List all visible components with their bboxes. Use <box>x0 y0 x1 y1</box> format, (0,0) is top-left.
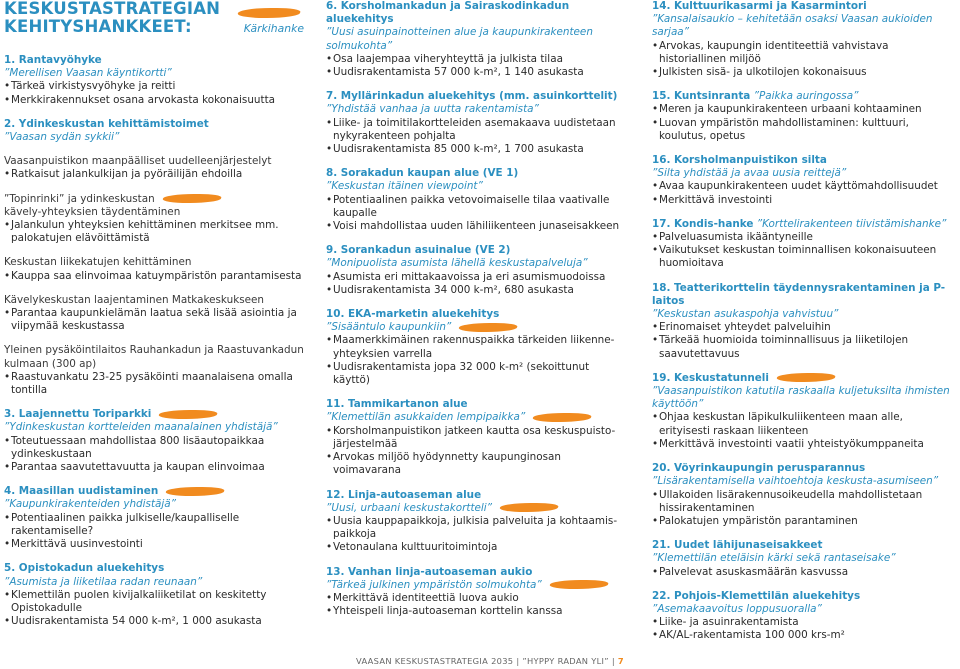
section-heading: 1. Rantavyöhyke <box>4 54 102 66</box>
section-heading: 6. Korsholmankadun ja Sairaskodinkadun aluekehitys <box>326 0 570 26</box>
list-item: • Vaikutukset keskustan toiminnallisen kokonaisuuteen huomioitava <box>652 244 952 270</box>
section-heading: 14. Kulttuurikasarmi ja Kasarmintori <box>652 0 867 12</box>
section-heading: 11. Tammikartanon alue <box>326 398 468 411</box>
column-middle <box>326 0 622 618</box>
list-item: • Julkisten sisä- ja ulkotilojen kokonaisuus <box>652 66 952 79</box>
section-7 <box>326 90 622 156</box>
section-2a <box>4 155 304 181</box>
section-heading: 2. Ydinkeskustan kehittämistoimet <box>4 117 209 130</box>
orange-brush-icon <box>775 373 836 382</box>
list-item: • Jalankulun yhteyksien kehittäminen merkitsee mm. palokatujen elävöittämistä <box>4 219 304 245</box>
list-item: • Palveluasumista ikääntyneille <box>652 231 952 244</box>
section-slogan: ”Klemettilän eteläisin kärki sekä rantaseisake” <box>652 552 896 565</box>
section-22 <box>652 590 952 643</box>
section-heading: 17. Kondis-hanke ”Korttelirakenteen tiivistämishanke” <box>652 217 947 230</box>
section-19 <box>652 372 952 451</box>
section-slogan: ”Vaasan sydän sykkii” <box>4 131 120 144</box>
section-20 <box>652 462 952 528</box>
orange-brush-icon <box>498 503 559 512</box>
section-2c <box>4 256 304 282</box>
section-15 <box>652 90 952 143</box>
list-item: • Uudisrakentamista 54 000 k-m², 1 000 asukasta <box>4 615 304 628</box>
section-5 <box>4 562 304 628</box>
section-2b <box>4 193 304 246</box>
orange-brush-icon <box>532 413 593 422</box>
section-slogan: ”Ydinkeskustan kortteleiden maanalainen yhdistäjä” <box>4 421 278 434</box>
page-footer <box>356 656 624 666</box>
section-heading: 9. Sorankadun asuinalue (VE 2) <box>326 244 511 257</box>
list-item: • Parantaa kaupunkielämän laatua sekä lisää asiointia ja viipymää keskustassa <box>4 307 304 333</box>
list-item: • Yhteispeli linja-autoaseman korttelin kanssa <box>326 605 622 618</box>
section-12 <box>326 489 622 555</box>
section-slogan: ”Kansalaisaukio – kehitetään osaksi Vaasan aukioiden sarjaa” <box>652 13 933 39</box>
list-item: • Parantaa saavutettavuutta ja kaupan elinvoimaa <box>4 461 304 474</box>
list-item: • Merkkirakennukset osana arvokasta kokonaisuutta <box>4 94 304 107</box>
page-title-line2: KEHITYSHANKKEET: <box>4 17 192 36</box>
list-item: • Tärkeää huomioida toiminnallisuus ja liiketilojen saavutettavuus <box>652 334 952 360</box>
section-heading: 10. EKA-marketin aluekehitys <box>326 308 500 321</box>
list-item: • Tärkeä virkistysvyöhyke ja reitti <box>4 80 304 93</box>
list-item: • Luovan ympäristön mahdollistaminen: kulttuuri, koulutus, opetus <box>652 117 952 143</box>
section-heading: 19. Keskustatunneli <box>652 372 952 385</box>
section-heading: 12. Linja-autoaseman alue <box>326 488 482 501</box>
subsection-heading: Kävelykeskustan laajentaminen Matkakeskukseen <box>4 293 265 306</box>
orange-brush-icon <box>158 410 219 419</box>
section-slogan: ”Tärkeä julkinen ympäristön solmukohta” <box>326 579 622 592</box>
section-18 <box>652 282 952 361</box>
section-10 <box>326 308 622 387</box>
list-item: • Asumista eri mittakaavoissa ja eri asumismuodoissa <box>326 271 622 284</box>
list-item: • Ullakoiden lisärakennusoikeudella mahdollistetaan hissirakentaminen <box>652 489 952 515</box>
list-item: • Merkittävä uusinvestointi <box>4 538 304 551</box>
section-4 <box>4 485 304 551</box>
section-slogan: ”Vaasanpuistikon katutila raskaalla kuljetuksilta ihmisten käyttöön” <box>652 385 950 411</box>
list-item: • Palokatujen ympäristön parantaminen <box>652 515 952 528</box>
section-slogan: ”Sisääntulo kaupunkiin” <box>326 321 622 334</box>
list-item: • Kauppa saa elinvoimaa katuympäristön parantamisesta <box>4 270 304 283</box>
section-heading: 18. Teatterikorttelin täydennysrakentaminen ja P-laitos <box>652 281 946 307</box>
orange-brush-icon <box>458 323 519 332</box>
list-item: • Potentiaalinen paikka julkiselle/kaupalliselle rakentamiselle? <box>4 512 304 538</box>
section-heading: 15. Kuntsinranta ”Paikka auringossa” <box>652 90 859 103</box>
list-item: • Ratkaisut jalankulkijan ja pyöräilijän ehdoilla <box>4 168 304 181</box>
section-slogan: ”Yhdistää vanhaa ja uutta rakentamista” <box>326 103 539 116</box>
section-slogan: ”Asemakaavoitus loppusuoralla” <box>652 602 822 615</box>
list-item: • Toteutuessaan mahdollistaa 800 lisäautopaikkaa ydinkeskustaan <box>4 435 304 461</box>
list-item: • Merkittävä investointi <box>652 194 952 207</box>
section-17 <box>652 218 952 271</box>
list-item: • Meren ja kaupunkirakenteen urbaani kohtaaminen <box>652 103 952 116</box>
section-heading: 20. Vöyrinkaupungin perusparannus <box>652 462 866 475</box>
list-item: • Palvelevat asuskasmäärän kasvussa <box>652 566 952 579</box>
section-2 <box>4 118 304 144</box>
subsection-heading: Vaasanpuistikon maanpäälliset uudelleenjärjestelyt <box>4 155 272 168</box>
list-item: • Merkittävä identiteettiä luova aukio <box>326 592 622 605</box>
orange-brush-icon <box>165 487 226 496</box>
list-item: • Arvokas miljöö hyödynnetty kaupunginosan voimavarana <box>326 451 622 477</box>
section-heading: 8. Sorakadun kaupan alue (VE 1) <box>326 167 519 180</box>
page-number: 7 <box>617 656 624 666</box>
section-heading: 5. Opistokadun aluekehitys <box>4 562 165 575</box>
list-item: • Vetonaulana kulttuuritoimintoja <box>326 541 622 554</box>
list-item: • Osa laajempaa viheryhteyttä ja julkista tilaa <box>326 53 622 66</box>
list-item: • Potentiaalinen paikka vetovoimaiselle tilaa vaativalle kaupalle <box>326 194 622 220</box>
section-heading: 13. Vanhan linja-autoaseman aukio <box>326 565 533 578</box>
section-heading: 4. Maasillan uudistaminen <box>4 485 304 498</box>
section-21 <box>652 539 952 579</box>
section-heading: 3. Laajennettu Toriparkki <box>4 408 304 421</box>
section-slogan: ”Asumista ja liiketilaa radan reunaan” <box>4 575 203 588</box>
list-item: • Uusia kauppapaikkoja, julkisia palveluita ja kohtaamis-paikkoja <box>326 515 622 541</box>
list-item: • Uudisrakentamista jopa 32 000 k-m² (sekoittunut käyttö) <box>326 361 622 387</box>
orange-brush-icon <box>161 194 222 203</box>
list-item: • Ohjaa keskustan läpikulkuliikenteen maan alle, erityisesti raskaan liikenteen <box>652 411 952 437</box>
section-6 <box>326 0 622 79</box>
section-slogan: ”Silta yhdistää ja avaa uusia reittejä” <box>652 167 847 180</box>
list-item: • Uudisrakentamista 85 000 k-m², 1 700 asukasta <box>326 143 622 156</box>
section-14 <box>652 0 952 79</box>
section-slogan: ”Merellisen Vaasan käyntikortti” <box>4 67 172 80</box>
title-block <box>4 0 304 36</box>
section-heading: 16. Korsholmanpuistikon silta <box>652 154 827 167</box>
section-heading: 21. Uudet lähijunaseisakkeet <box>652 539 823 552</box>
list-item: • Raastuvankatu 23-25 pysäköinti maanalaisena omalla tontilla <box>4 371 304 397</box>
section-13 <box>326 566 622 619</box>
list-item: • Erinomaiset yhteydet palveluihin <box>652 321 952 334</box>
list-item: • AK/AL-rakentamista 100 000 krs-m² <box>652 629 952 642</box>
list-item: • Liike- ja asuinrakentamista <box>652 616 952 629</box>
list-item: • Merkittävä investointi vaatii yhteistyökumppaneita <box>652 438 952 451</box>
footer-text: VAASAN KESKUSTASTRATEGIA 2035 | ”HYPPY RADAN YLI” | <box>356 656 615 666</box>
section-slogan: ”Uusi, urbaani keskustakortteli” <box>326 502 622 515</box>
list-item: • Avaa kaupunkirakenteen uudet käyttömahdollisuudet <box>652 180 952 193</box>
section-9 <box>326 244 622 297</box>
list-item: • Voisi mahdollistaa uuden lähiliikenteen junaseisakkeen <box>326 220 622 233</box>
column-right <box>652 0 952 643</box>
section-1 <box>4 54 304 107</box>
section-heading: 7. Myllärinkadun aluekehitys (mm. asuinkorttelit) <box>326 90 618 103</box>
subsection-heading: Yleinen pysäköintilaitos Rauhankadun ja Raastuvankadun kulmaan (300 ap) <box>4 344 304 370</box>
section-16 <box>652 154 952 207</box>
subsection-heading: ”Topinrinki” ja ydinkeskustan <box>4 193 304 206</box>
page-title-line1: KESKUSTASTRATEGIAN <box>4 0 221 18</box>
list-item: • Korsholmanpuistikon jatkeen kautta osa keskuspuisto-järjestelmää <box>326 425 622 451</box>
section-slogan: ”Uusi asuinpainotteinen alue ja kaupunkirakenteen solmukohta” <box>326 26 593 52</box>
section-2e <box>4 344 304 397</box>
section-slogan: ”Kaupunkirakenteiden yhdistäjä” <box>4 498 177 511</box>
karkihanke-legend: Kärkihanke <box>243 22 304 35</box>
section-slogan: ”Klemettilän asukkaiden lempipaikka” <box>326 411 622 424</box>
list-item: • Uudisrakentamista 34 000 k-m², 680 asukasta <box>326 284 622 297</box>
section-slogan: ”Lisärakentamisella vaihtoehtoja keskusta-asumiseen” <box>652 475 939 488</box>
column-left <box>4 0 304 628</box>
list-item: • Uudisrakentamista 57 000 k-m², 1 140 asukasta <box>326 66 622 79</box>
section-slogan: ”Monipuolista asumista lähellä keskustapalveluja” <box>326 257 588 270</box>
section-slogan: ”Keskustan asukaspohja vahvistuu” <box>652 308 839 321</box>
subsection-heading-2: kävely-yhteyksien täydentäminen <box>4 205 181 218</box>
section-2d <box>4 294 304 334</box>
list-item: • Arvokas, kaupungin identiteettiä vahvistava historiallinen miljöö <box>652 40 952 66</box>
list-item: • Maamerkkimäinen rakennuspaikka tärkeiden liikenne-yhteyksien varrella <box>326 334 622 360</box>
section-3 <box>4 408 304 474</box>
subsection-heading: Keskustan liikekatujen kehittäminen <box>4 256 192 269</box>
orange-brush-icon <box>548 580 609 589</box>
section-8 <box>326 167 622 233</box>
list-item: • Liike- ja toimitilakortteleiden asemakaava uudistetaan nykyrakenteen pohjalta <box>326 117 622 143</box>
section-11 <box>326 398 622 477</box>
list-item: • Klemettilän puolen kivijalkaliiketilat on keskitetty Opistokadulle <box>4 589 304 615</box>
section-slogan: ”Keskustan itäinen viewpoint” <box>326 180 483 193</box>
section-heading: 22. Pohjois-Klemettilän aluekehitys <box>652 589 861 602</box>
